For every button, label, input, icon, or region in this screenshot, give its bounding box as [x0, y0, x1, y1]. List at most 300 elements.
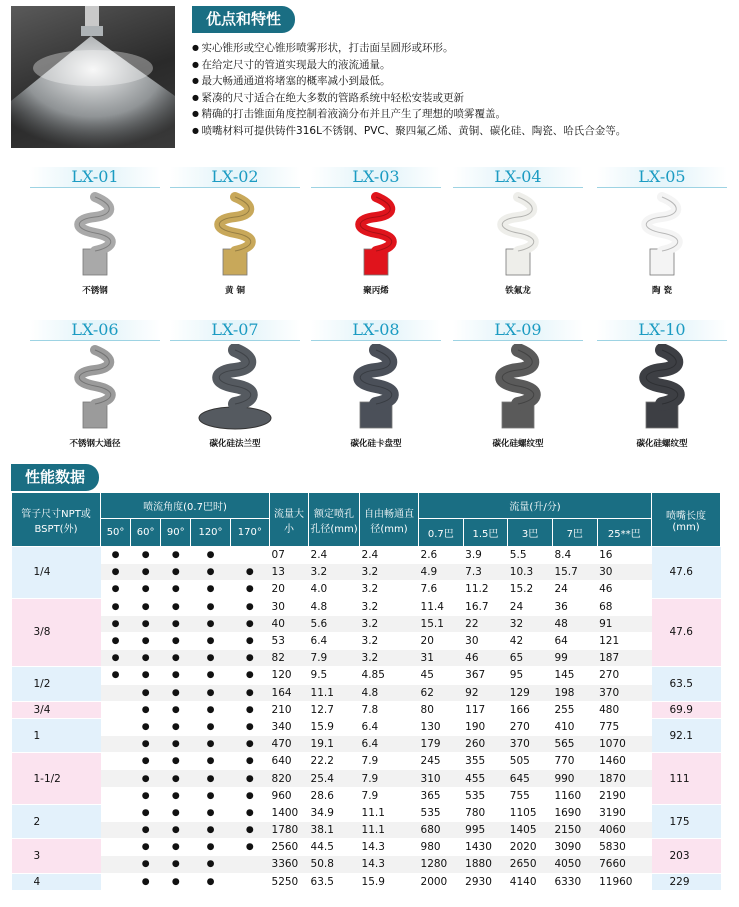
flow-rate: 1690	[552, 804, 597, 821]
orifice-diameter: 63.5	[309, 873, 360, 890]
orifice-diameter: 15.9	[309, 718, 360, 735]
angle-availability	[230, 856, 269, 873]
flow-rate: 16.7	[463, 598, 508, 615]
flow-rate: 2930	[463, 873, 508, 890]
angle-availability: ●	[161, 667, 191, 684]
product-code: LX-06	[71, 320, 119, 339]
free-passage: 14.3	[360, 839, 419, 856]
angle-availability: ●	[230, 753, 269, 770]
angle-availability: ●	[191, 770, 230, 787]
angle-availability: ●	[131, 598, 161, 615]
free-passage: 7.9	[360, 787, 419, 804]
flow-rate: 117	[463, 701, 508, 718]
flow-rate: 2190	[597, 787, 651, 804]
angle-availability	[101, 856, 131, 873]
feature-item: ● 实心锥形或空心锥形喷雾形状，打击面呈圆形或环形。	[192, 40, 626, 57]
angle-availability: ●	[131, 701, 161, 718]
angle-availability: ●	[131, 718, 161, 735]
angle-availability: ●	[161, 598, 191, 615]
flow-rate: 310	[419, 770, 464, 787]
angle-availability: ●	[230, 564, 269, 581]
angle-availability: ●	[131, 736, 161, 753]
angle-availability: ●	[191, 856, 230, 873]
angle-availability: ●	[230, 581, 269, 598]
flow-rate: 645	[508, 770, 553, 787]
angle-availability: ●	[191, 753, 230, 770]
angle-availability: ●	[230, 839, 269, 856]
flow-rate: 129	[508, 684, 553, 701]
table-row	[12, 684, 721, 701]
angle-availability: ●	[131, 615, 161, 632]
flow-rate: 6330	[552, 873, 597, 890]
header-flow: 流量(升/分)	[419, 493, 652, 519]
features-list	[192, 40, 626, 140]
feature-item: ● 喷嘴材料可提供铸件316L不锈钢、PVC、聚四氟乙烯、黄铜、碳化硅、陶瓷、哈氏合金等。	[192, 123, 626, 140]
table-row	[12, 856, 721, 873]
spiral-nozzle-icon	[622, 191, 702, 281]
product-card	[170, 320, 305, 455]
free-passage: 3.2	[360, 581, 419, 598]
angle-availability: ●	[101, 650, 131, 667]
header-pressure: 7巴	[552, 519, 597, 547]
pipe-size: 1/4	[12, 547, 101, 599]
free-passage: 14.3	[360, 856, 419, 873]
orifice-diameter: 9.5	[309, 667, 360, 684]
angle-availability	[101, 770, 131, 787]
free-passage: 7.9	[360, 753, 419, 770]
table-row	[12, 581, 721, 598]
angle-availability: ●	[230, 736, 269, 753]
flow-rate: 4140	[508, 873, 553, 890]
flow-rate: 5.5	[508, 547, 553, 564]
flow-rate: 365	[419, 787, 464, 804]
product-code: LX-05	[638, 167, 686, 186]
free-passage: 4.8	[360, 684, 419, 701]
product-code: LX-03	[352, 167, 400, 186]
flow-rate: 11960	[597, 873, 651, 890]
product-code: LX-02	[211, 167, 259, 186]
nozzle-length: 47.6	[652, 598, 721, 667]
angle-availability	[101, 701, 131, 718]
product-code: LX-10	[638, 320, 686, 339]
table-row	[12, 650, 721, 667]
angle-availability: ●	[161, 787, 191, 804]
flow-rate: 260	[463, 736, 508, 753]
orifice-diameter: 11.1	[309, 684, 360, 701]
flow-size: 82	[270, 650, 309, 667]
angle-availability: ●	[191, 581, 230, 598]
angle-availability: ●	[131, 787, 161, 804]
angle-availability: ●	[161, 736, 191, 753]
header-angle: 喷流角度(0.7巴时)	[101, 493, 270, 519]
flow-rate: 46	[597, 581, 651, 598]
spray-nozzle-photo	[11, 6, 175, 148]
flow-rate: 4060	[597, 822, 651, 839]
nozzle-length: 175	[652, 804, 721, 838]
flow-rate: 1880	[463, 856, 508, 873]
header-pressure: 0.7巴	[419, 519, 464, 547]
flow-rate: 45	[419, 667, 464, 684]
product-code: LX-01	[71, 167, 119, 186]
header-pipe-size: 管子尺寸NPT或BSPT(外)	[12, 493, 101, 547]
angle-availability: ●	[131, 856, 161, 873]
free-passage: 3.2	[360, 598, 419, 615]
angle-availability: ●	[191, 667, 230, 684]
angle-availability: ●	[230, 804, 269, 821]
flow-rate: 7.6	[419, 581, 464, 598]
angle-availability: ●	[191, 564, 230, 581]
angle-availability: ●	[131, 839, 161, 856]
flow-size: 120	[270, 667, 309, 684]
pipe-size: 3/4	[12, 701, 101, 718]
angle-availability	[101, 718, 131, 735]
pipe-size: 1/2	[12, 667, 101, 701]
nozzle-length: 111	[652, 753, 721, 805]
product-material: 碳化硅螺纹型	[492, 439, 544, 449]
product-material: 碳化硅螺纹型	[636, 439, 688, 449]
angle-availability: ●	[131, 753, 161, 770]
orifice-diameter: 19.1	[309, 736, 360, 753]
angle-availability: ●	[191, 736, 230, 753]
product-material: 碳化硅卡盘型	[350, 439, 402, 449]
header-free-passage: 自由畅通直径(mm)	[360, 493, 419, 547]
angle-availability: ●	[230, 787, 269, 804]
flow-rate: 770	[552, 753, 597, 770]
orifice-diameter: 28.6	[309, 787, 360, 804]
flow-rate: 410	[552, 718, 597, 735]
flow-rate: 4050	[552, 856, 597, 873]
flow-rate: 11.4	[419, 598, 464, 615]
flow-rate: 367	[463, 667, 508, 684]
angle-availability: ●	[230, 632, 269, 649]
flow-rate: 7660	[597, 856, 651, 873]
product-card	[597, 167, 732, 302]
flow-rate: 20	[419, 632, 464, 649]
table-row	[12, 615, 721, 632]
angle-availability: ●	[191, 718, 230, 735]
angle-availability: ●	[131, 770, 161, 787]
feature-item: ● 最大畅通通道将堵塞的概率减小到最低。	[192, 73, 626, 90]
flow-rate: 62	[419, 684, 464, 701]
flow-rate: 270	[597, 667, 651, 684]
angle-availability	[101, 839, 131, 856]
table-row	[12, 770, 721, 787]
orifice-diameter: 4.8	[309, 598, 360, 615]
flow-rate: 190	[463, 718, 508, 735]
flow-rate: 1405	[508, 822, 553, 839]
angle-availability: ●	[191, 615, 230, 632]
flow-rate: 24	[552, 581, 597, 598]
orifice-diameter: 34.9	[309, 804, 360, 821]
orifice-diameter: 2.4	[309, 547, 360, 564]
flow-rate: 99	[552, 650, 597, 667]
angle-availability: ●	[131, 667, 161, 684]
flow-rate: 3090	[552, 839, 597, 856]
product-card	[453, 320, 588, 455]
pipe-size: 1-1/2	[12, 753, 101, 805]
flow-rate: 30	[463, 632, 508, 649]
product-card	[30, 167, 165, 302]
nozzle-length: 92.1	[652, 718, 721, 752]
angle-availability: ●	[101, 598, 131, 615]
flow-rate: 2650	[508, 856, 553, 873]
flow-rate: 32	[508, 615, 553, 632]
product-code: LX-07	[211, 320, 259, 339]
flow-rate: 179	[419, 736, 464, 753]
angle-availability: ●	[191, 547, 230, 564]
table-row	[12, 753, 721, 770]
angle-availability: ●	[230, 822, 269, 839]
product-material: 聚丙烯	[363, 286, 389, 296]
angle-availability: ●	[230, 650, 269, 667]
flow-rate: 2150	[552, 822, 597, 839]
product-code: LX-08	[352, 320, 400, 339]
flow-rate: 1160	[552, 787, 597, 804]
flow-rate: 1280	[419, 856, 464, 873]
angle-availability: ●	[131, 581, 161, 598]
flow-size: 53	[270, 632, 309, 649]
flow-size: 960	[270, 787, 309, 804]
header-angle-value: 90°	[161, 519, 191, 547]
spiral-nozzle-icon	[55, 344, 135, 434]
free-passage: 7.8	[360, 701, 419, 718]
free-passage: 3.2	[360, 632, 419, 649]
spiral-nozzle-icon	[478, 191, 558, 281]
pipe-size: 4	[12, 873, 101, 890]
angle-availability: ●	[131, 873, 161, 890]
angle-availability: ●	[101, 632, 131, 649]
nozzle-length: 69.9	[652, 701, 721, 718]
product-code: LX-09	[494, 320, 542, 339]
product-material: 黄 铜	[225, 286, 245, 296]
orifice-diameter: 6.4	[309, 632, 360, 649]
orifice-diameter: 3.2	[309, 564, 360, 581]
flow-size: 3360	[270, 856, 309, 873]
flow-rate: 166	[508, 701, 553, 718]
flow-rate: 130	[419, 718, 464, 735]
angle-availability: ●	[101, 547, 131, 564]
orifice-diameter: 38.1	[309, 822, 360, 839]
angle-availability: ●	[161, 753, 191, 770]
flow-rate: 198	[552, 684, 597, 701]
flow-rate: 355	[463, 753, 508, 770]
product-material: 铁氟龙	[505, 286, 531, 296]
flow-rate: 2020	[508, 839, 553, 856]
angle-availability: ●	[101, 564, 131, 581]
flow-rate: 36	[552, 598, 597, 615]
header-angle-value: 60°	[131, 519, 161, 547]
table-row	[12, 804, 721, 821]
flow-rate: 24	[508, 598, 553, 615]
flow-rate: 15.1	[419, 615, 464, 632]
product-material: 不锈钢大通径	[69, 439, 121, 449]
flow-rate: 15.2	[508, 581, 553, 598]
nozzle-length: 47.6	[652, 547, 721, 599]
flow-rate: 64	[552, 632, 597, 649]
orifice-diameter: 22.2	[309, 753, 360, 770]
flow-rate: 1870	[597, 770, 651, 787]
product-material: 陶 瓷	[652, 286, 672, 296]
angle-availability: ●	[191, 701, 230, 718]
header-angle-value: 120°	[191, 519, 230, 547]
header-pressure: 1.5巴	[463, 519, 508, 547]
angle-availability	[230, 873, 269, 890]
product-material: 不锈钢	[82, 286, 108, 296]
flow-rate: 7.3	[463, 564, 508, 581]
product-card	[311, 320, 446, 455]
orifice-diameter: 7.9	[309, 650, 360, 667]
flow-size: 640	[270, 753, 309, 770]
angle-availability: ●	[230, 598, 269, 615]
flow-rate: 775	[597, 718, 651, 735]
angle-availability: ●	[191, 787, 230, 804]
angle-availability: ●	[131, 564, 161, 581]
header-pressure: 25**巴	[597, 519, 651, 547]
flow-rate: 80	[419, 701, 464, 718]
table-row	[12, 632, 721, 649]
angle-availability: ●	[101, 667, 131, 684]
performance-title: 性能数据	[11, 464, 99, 491]
flow-rate: 980	[419, 839, 464, 856]
orifice-diameter: 25.4	[309, 770, 360, 787]
flow-rate: 2.6	[419, 547, 464, 564]
angle-availability: ●	[230, 615, 269, 632]
header-angle-value: 170°	[230, 519, 269, 547]
table-row	[12, 787, 721, 804]
angle-availability: ●	[131, 804, 161, 821]
spiral-nozzle-icon	[195, 344, 275, 434]
free-passage: 3.2	[360, 650, 419, 667]
flow-rate: 15.7	[552, 564, 597, 581]
flow-rate: 42	[508, 632, 553, 649]
flow-rate: 3.9	[463, 547, 508, 564]
pipe-size: 3	[12, 839, 101, 873]
flow-size: 164	[270, 684, 309, 701]
flow-rate: 68	[597, 598, 651, 615]
spiral-nozzle-icon	[336, 191, 416, 281]
flow-rate: 455	[463, 770, 508, 787]
flow-size: 470	[270, 736, 309, 753]
angle-availability: ●	[230, 718, 269, 735]
orifice-diameter: 50.8	[309, 856, 360, 873]
flow-rate: 255	[552, 701, 597, 718]
flow-rate: 1460	[597, 753, 651, 770]
angle-availability	[101, 736, 131, 753]
product-card	[311, 167, 446, 302]
angle-availability: ●	[191, 873, 230, 890]
table-row	[12, 718, 721, 735]
flow-rate: 505	[508, 753, 553, 770]
flow-rate: 2000	[419, 873, 464, 890]
angle-availability: ●	[191, 650, 230, 667]
flow-size: 20	[270, 581, 309, 598]
flow-rate: 1105	[508, 804, 553, 821]
performance-table	[11, 492, 721, 891]
header-angle-value: 50°	[101, 519, 131, 547]
header-length: 喷嘴长度(mm)	[652, 493, 721, 547]
flow-rate: 3190	[597, 804, 651, 821]
flow-rate: 95	[508, 667, 553, 684]
flow-rate: 755	[508, 787, 553, 804]
table-row	[12, 564, 721, 581]
feature-item: ● 在给定尺寸的管道实现最大的液流通量。	[192, 57, 626, 74]
angle-availability: ●	[191, 804, 230, 821]
product-material: 碳化硅法兰型	[209, 439, 261, 449]
pipe-size: 1	[12, 718, 101, 752]
flow-rate: 370	[597, 684, 651, 701]
flow-size: 13	[270, 564, 309, 581]
table-row	[12, 701, 721, 718]
feature-item: ● 紧凑的尺寸适合在绝大多数的管路系统中轻松安装或更新	[192, 90, 626, 107]
flow-size: 40	[270, 615, 309, 632]
spiral-nozzle-icon	[336, 344, 416, 434]
flow-size: 5250	[270, 873, 309, 890]
free-passage: 4.85	[360, 667, 419, 684]
table-row	[12, 598, 721, 615]
orifice-diameter: 12.7	[309, 701, 360, 718]
angle-availability: ●	[161, 822, 191, 839]
header-flow-size: 流量大小	[270, 493, 309, 547]
flow-rate: 535	[419, 804, 464, 821]
table-row	[12, 736, 721, 753]
free-passage: 3.2	[360, 615, 419, 632]
feature-item: ● 精确的打击锥面角度控制着液滴分布并且产生了理想的喷雾覆盖。	[192, 106, 626, 123]
flow-rate: 22	[463, 615, 508, 632]
flow-rate: 5830	[597, 839, 651, 856]
angle-availability: ●	[191, 839, 230, 856]
orifice-diameter: 4.0	[309, 581, 360, 598]
table-row	[12, 667, 721, 684]
angle-availability: ●	[161, 684, 191, 701]
angle-availability: ●	[131, 822, 161, 839]
angle-availability: ●	[161, 581, 191, 598]
angle-availability: ●	[230, 701, 269, 718]
free-passage: 2.4	[360, 547, 419, 564]
flow-rate: 91	[597, 615, 651, 632]
angle-availability: ●	[161, 632, 191, 649]
angle-availability: ●	[131, 650, 161, 667]
angle-availability: ●	[161, 564, 191, 581]
angle-availability	[230, 547, 269, 564]
flow-rate: 16	[597, 547, 651, 564]
flow-rate: 270	[508, 718, 553, 735]
free-passage: 15.9	[360, 873, 419, 890]
angle-availability: ●	[161, 839, 191, 856]
features-title: 优点和特性	[192, 6, 295, 33]
flow-rate: 1070	[597, 736, 651, 753]
angle-availability: ●	[191, 632, 230, 649]
flow-rate: 187	[597, 650, 651, 667]
angle-availability: ●	[161, 615, 191, 632]
flow-rate: 48	[552, 615, 597, 632]
angle-availability: ●	[161, 547, 191, 564]
angle-availability: ●	[131, 632, 161, 649]
nozzle-length: 63.5	[652, 667, 721, 701]
spiral-nozzle-icon	[478, 344, 558, 434]
angle-availability: ●	[101, 615, 131, 632]
orifice-diameter: 5.6	[309, 615, 360, 632]
angle-availability: ●	[230, 770, 269, 787]
flow-rate: 370	[508, 736, 553, 753]
angle-availability: ●	[161, 701, 191, 718]
flow-rate: 8.4	[552, 547, 597, 564]
angle-availability: ●	[161, 650, 191, 667]
free-passage: 6.4	[360, 718, 419, 735]
flow-size: 30	[270, 598, 309, 615]
angle-availability: ●	[161, 873, 191, 890]
header-orifice: 额定喷孔孔径(mm)	[309, 493, 360, 547]
table-row	[12, 873, 721, 890]
